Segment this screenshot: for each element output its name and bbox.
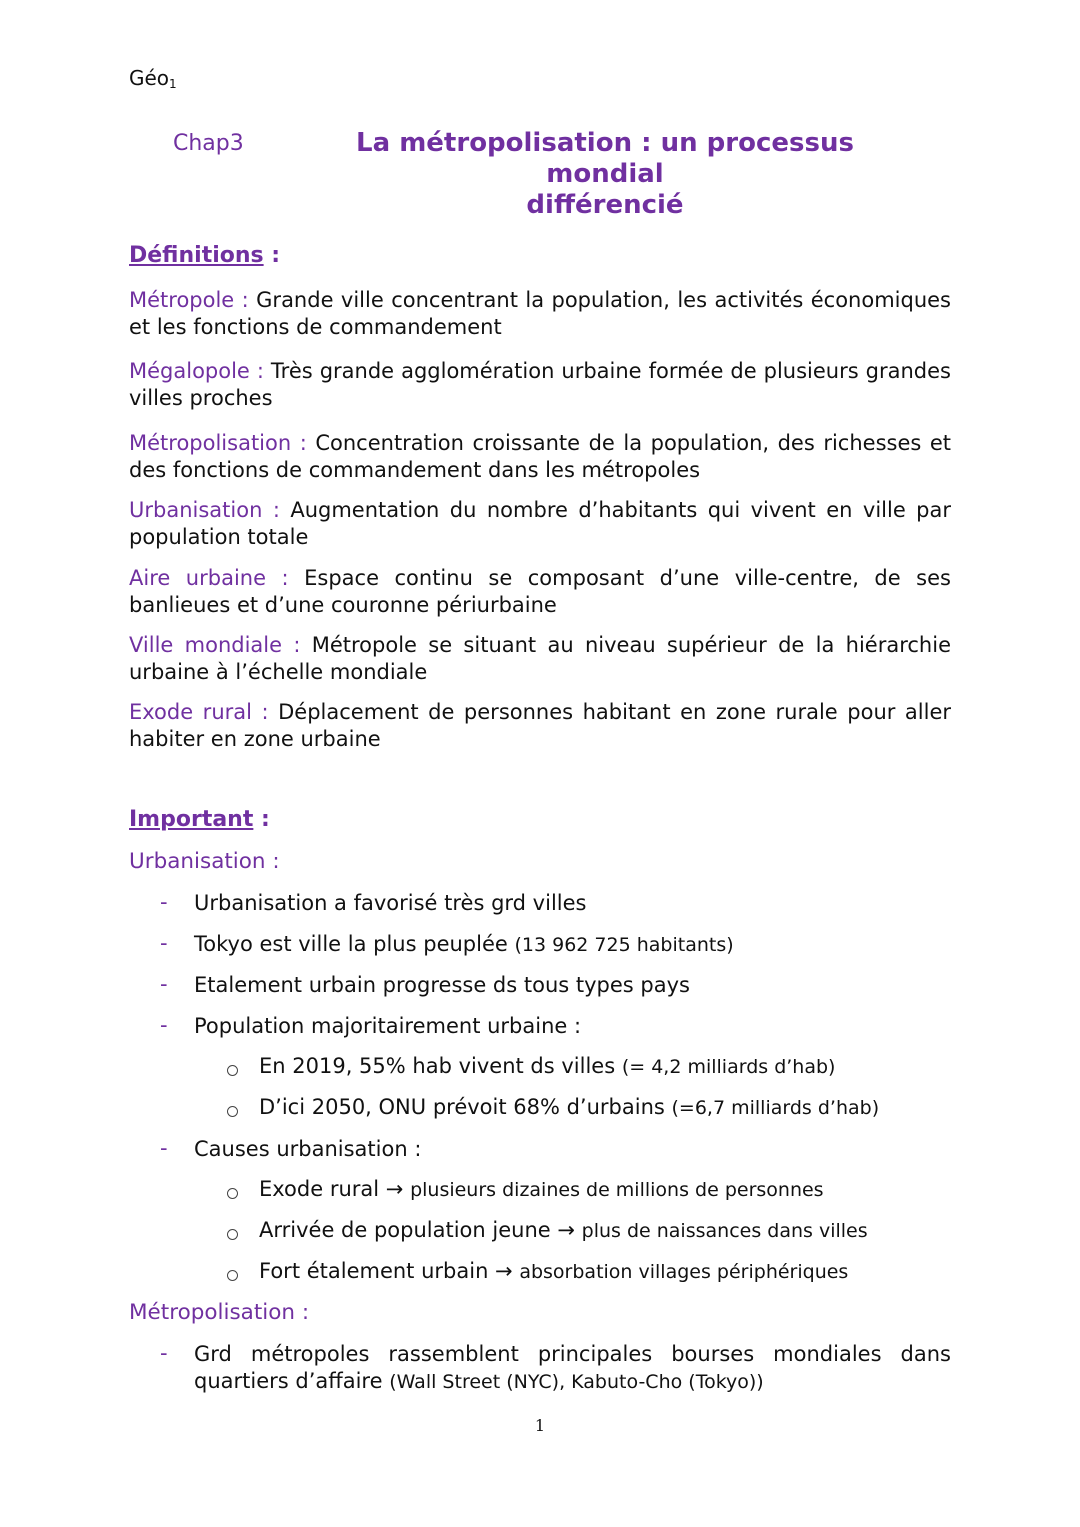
definition-term: Urbanisation : [129, 498, 291, 522]
list-dash: - [160, 1341, 168, 1365]
list-item: Tokyo est ville la plus peuplée (13 962 725 habitants) [194, 932, 734, 956]
list-dash: - [160, 890, 168, 914]
sub-list-item: Arrivée de population jeune → plus de naissances dans villes [259, 1218, 868, 1242]
list-dash: - [160, 1136, 168, 1160]
chapter-title-line-1: La métropolisation : un processus mondial [356, 128, 854, 189]
sub-list-item: En 2019, 55% hab vivent ds villes (= 4,2 milliards d’hab) [259, 1054, 836, 1078]
definition-item [129, 287, 951, 341]
definition-term: Métropole : [129, 288, 257, 312]
definitions-heading-text: Définitions [129, 243, 264, 268]
definitions-heading-colon: : [263, 243, 281, 268]
definition-text: Métropole se situant au niveau supérieur de la hiérarchie urbaine à l’échelle mondiale [129, 633, 951, 684]
circle-bullet-icon [227, 1270, 238, 1281]
definitions-heading [129, 243, 280, 268]
page-number: 1 [534, 1416, 546, 1435]
sub-list-item: Fort étalement urbain → absorbation villages périphériques [259, 1259, 849, 1283]
definition-term: Aire urbaine : [129, 566, 305, 590]
definition-term: Mégalopole : [129, 359, 271, 383]
circle-bullet-icon [227, 1229, 238, 1240]
definition-text: Augmentation du nombre d’habitants qui vivent en ville par population totale [129, 498, 952, 549]
definition-term: Exode rural : [129, 700, 279, 724]
sub-list-item: D’ici 2050, ONU prévoit 68% d’urbains (=6,7 milliards d’hab) [259, 1095, 880, 1119]
definition-text: Espace continu se composant d’une ville-centre, de ses banlieues et d’une couronne périurbaine [129, 566, 951, 617]
important-heading-text: Important [129, 807, 254, 832]
course-label: Géo [129, 66, 170, 90]
important-heading-colon: : [253, 807, 270, 832]
list-item: Grd métropoles rassemblent principales bourses mondiales dans quartiers d’affaire (Wall Street (NYC), Kabuto-Cho (Tokyo)) [194, 1342, 951, 1393]
definition-item [129, 497, 951, 551]
chapter-title [295, 128, 915, 221]
list-item: Etalement urbain progresse ds tous types pays [194, 973, 690, 997]
definition-text: Grande ville concentrant la population, les activités économiques et les fonctions de commandement [129, 288, 951, 339]
definition-text: Très grande agglomération urbaine formée de plusieurs grandes villes proches [129, 359, 952, 410]
list-item: Population majoritairement urbaine : [194, 1014, 582, 1038]
definition-item [129, 632, 951, 686]
list-dash: - [160, 972, 168, 996]
definition-item [129, 358, 951, 412]
circle-bullet-icon [227, 1065, 238, 1076]
definition-term: Ville mondiale : [129, 633, 312, 657]
course-subscript: 1 [169, 77, 177, 91]
list-item: Causes urbanisation : [194, 1137, 422, 1161]
chapter-number: Chap3 [173, 131, 244, 156]
sub-list-item: Exode rural → plusieurs dizaines de millions de personnes [259, 1177, 824, 1201]
course-header [129, 66, 177, 91]
urbanisation-heading: Urbanisation : [129, 849, 280, 874]
important-heading [129, 807, 270, 832]
definition-item [129, 699, 951, 753]
list-item: Urbanisation a favorisé très grd villes [194, 891, 587, 915]
list-dash: - [160, 931, 168, 955]
list-dash: - [160, 1013, 168, 1037]
definition-term: Métropolisation : [129, 431, 316, 455]
definition-item [129, 565, 951, 619]
definition-text: Concentration croissante de la population, des richesses et des fonctions de commandement dans les métropoles [129, 431, 952, 482]
definition-text: Déplacement de personnes habitant en zone rurale pour aller habiter en zone urbaine [129, 700, 952, 751]
circle-bullet-icon [227, 1188, 238, 1199]
definition-item [129, 430, 951, 484]
chapter-title-line-2: différencié [526, 190, 684, 220]
metropolisation-heading: Métropolisation : [129, 1300, 310, 1325]
circle-bullet-icon [227, 1106, 238, 1117]
